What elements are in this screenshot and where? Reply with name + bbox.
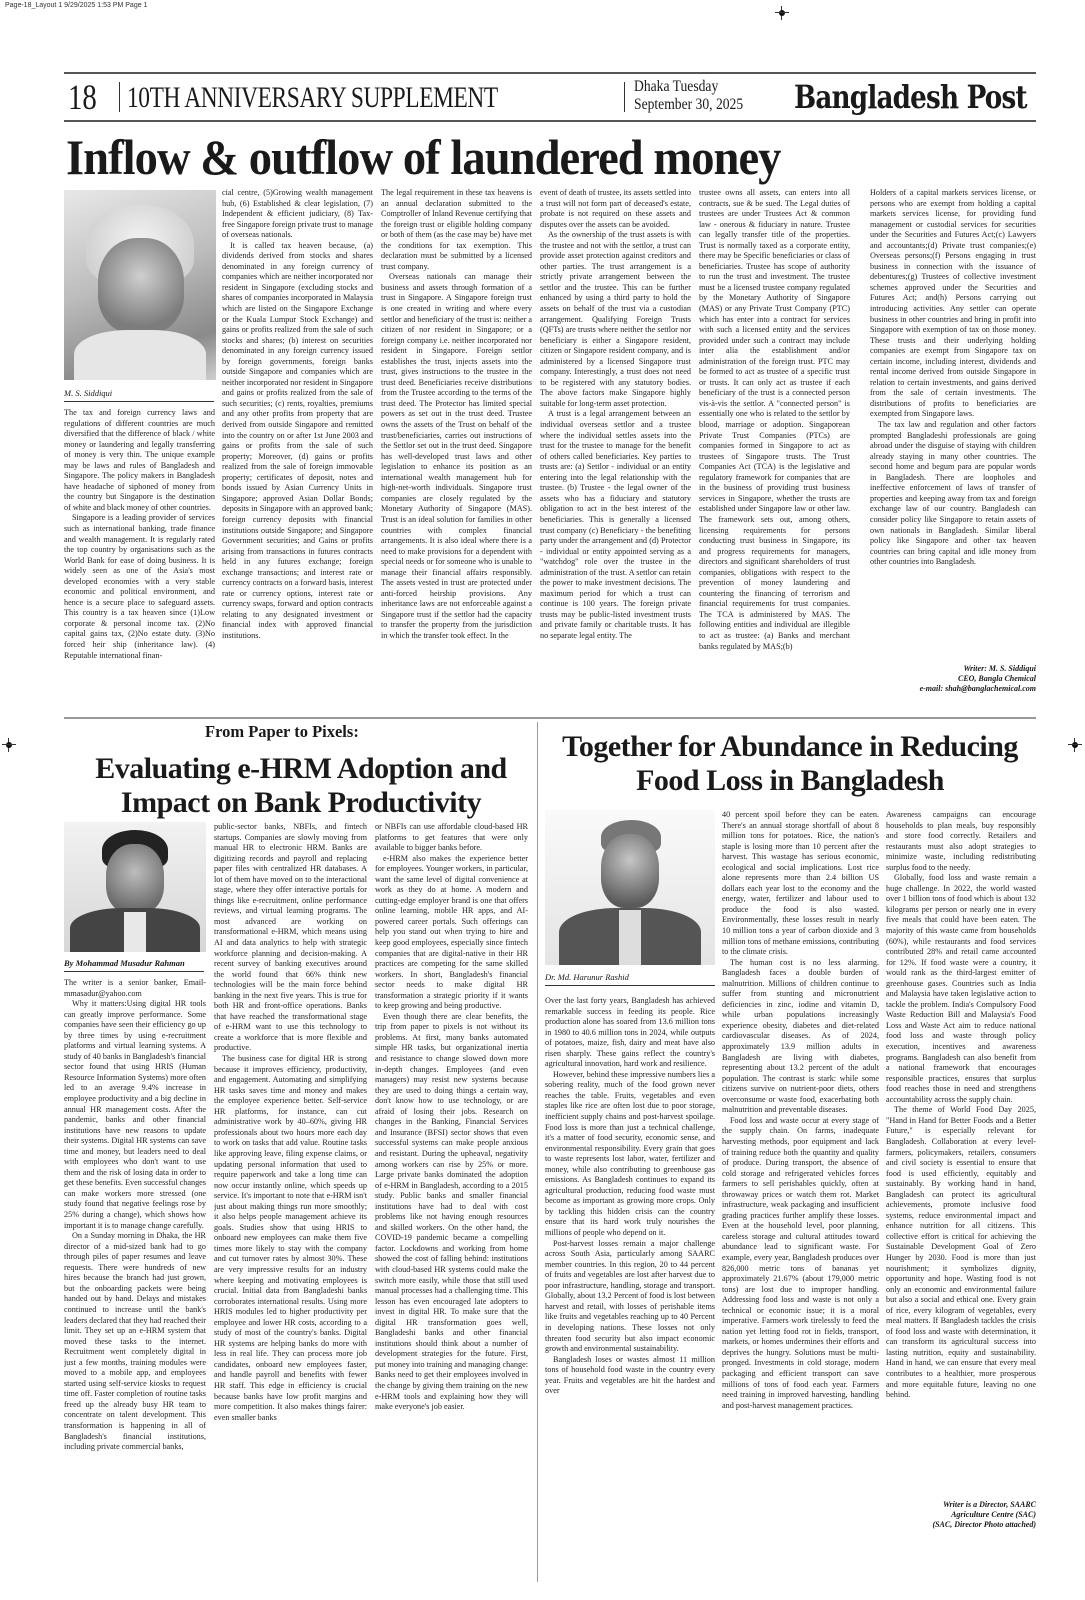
article-paragraph: Why it matters:Using digital HR tools can greatly improve performance. Some companies have seen their efficiency go up by three times by using e-recruitment platforms and virtual learning systems. A study of 40 banks in Bangladesh's financial sector found that using HRIS (Human Resource Information Systems) more often led to an average 9.4% increase in employee productivity and a big decline in annual HR management costs. After the pandemic, banks and other financial institutions have new reasons to update their systems. Digital HR systems can save time and money, but leaders need to deal with employees who don't want to use them and the risk of losing data in order to get these benefits. Even successful changes can make workers more stressed (one study found that negative feelings rose by 25% during a change), which shows how important it is to manage change carefully. <box>64 999 206 1230</box>
registration-mark-icon <box>1068 738 1082 752</box>
article-paragraph: Globally, food loss and waste remain a huge challenge. In 2022, the world wasted over 1 billion tons of food which is about 132 kilograms per person or nearly one in every five meals that could have been eaten. The majority of this waste came from households (60%), while restaurants and food services contributed 28% and retail came accounted for 12%. If food waste were a country, it would rank as the third-largest emitter of greenhouse gases. Countries such as India and Malaysia have taken legislative action to tackle the problem. India's Compulsory Food Waste Reduction Bill and Malaysia's Food Loss and Waste Act aim to reduce national food loss and waste through policy execution, incentives and awareness programs. Bangladesh can also benefit from a national framework that encourages responsible practices, ensures that surplus food reaches those in need and strengthens accountability across the supply chain. <box>886 873 1036 1104</box>
article1-column-5 <box>699 188 850 715</box>
article-paragraph: Post-harvest losses remain a major challenge across South Asia, particularly among SAARC member countries. In this region, 20 to 44 percent of fruits and vegetables are lost after harvest due to poor infrastructure, handling, storage and transport. Globally, about 13.2 Percent of food is lost between harvest and retail, with losses of perishable items like fruits and vegetables reaching up to 40 Percent in developing nations. These losses not only threaten food security but also impact economic growth and environmental sustainability. <box>545 1238 715 1354</box>
article3-column-3 <box>886 810 1036 1496</box>
article2-column-3 <box>375 822 528 1578</box>
article-paragraph: The human cost is no less alarming. Bangladesh faces a double burden of malnutrition. Millions of children continue to suffer from stunting and micronutrient deficiencies in zinc, iodine and vitamin D, while urban populations increasingly experience obesity, diabetes and diet-related cardiovascular diseases. As of 2024, approximately 13.9 million adults in Bangladesh are living with diabetes, representing about 13.2 percent of the adult population. The contrast is stark: while some citizens survive on nutrient-poor diets, others overconsume or waste food, exacerbating both malnutrition and preventable diseases. <box>722 957 879 1115</box>
article-text: Awareness campaigns can encourage households to plan meals, buy responsibly and store food correctly. Retailers and restaurants must also adopt strategies to minimize waste, including redistributing surplus food to the needy. <box>886 810 1036 872</box>
signature-line: (SAC, Director Photo attached) <box>932 1520 1036 1529</box>
publication-logo: Bangladesh Post <box>794 78 1027 116</box>
article-paragraph: It is called tax heaven because, (a) dividends derived from stocks and shares denominated in any foreign currency of companies which are neither incorporated nor resident in Singapore (excluding stocks and shares of companies incorporated in Malaysia which are listed on the Singapore Exchange or the Kuala Lumpur Stock Exchange) and gains or profits realized from the sale of such stocks and shares; (b) interest on securities denominated in any foreign currency issued by foreign governments, foreign banks outside Singapore and companies which are neither incorporated nor resident in Singapore and gains or profits realized from the sale of such securities; (c) rents, royalties, premiums and any other profits from property that are derived from outside Singapore and remitted into the country on or after 1st June 2003 and gains or profits from the sale of such property; Moreover, (d) gains or profits realized from the sale of foreign immovable property; certificates of deposit, notes and bonds issued by Asian Currency Units in Singapore; approved Asian Dollar Bonds; deposits in Singapore with an approved bank; foreign currency deposits with financial institutions outside Singapore; and Singapore Government securities; and Gains or profits arising from transactions in futures contracts held in any futures exchange; foreign exchange transactions; and interest rate or currency contracts on a forward basis, interest rate or currency options, interest rate or currency swaps, forward and option contracts relating to any designated investment or financial index with approved financial institutions. <box>222 240 373 640</box>
article-paragraph: As the ownership of the trust assets is with the trustee and not with the settlor, a trust can provide asset protection against creditors and other parties. The trust arrangement is a strictly private arrangement between the settlor and the trustee. This can be further enhanced by using a third party to hold the assets on behalf of the trust via a custodian arrangement. Qualifying Foreign Trusts (QFTs) are trusts where neither the settlor nor beneficiary is either a Singapore resident, citizen or Singapore resident company, and is administered by a licensed Singapore trust company. Interestingly, a trust does not need to be registered with any statutory bodies. The above factors make Singapore highly suitable for long-term asset protection. <box>540 230 691 408</box>
signature-line: e-mail: shah@banglachemical.com <box>919 684 1036 693</box>
print-slug: Page-18_Layout 1 9/29/2025 1:53 PM Page 1 <box>5 2 148 9</box>
article-text: Holders of a capital markets services license, or persons who are exempt from holding a capital markets services license, for providing fund management or custodial services for securities under the Securities and Futures Act;(c) Lawyers and accountants;(d) Private trust companies;(e) Overseas persons;(f) Persons engaging in trust business in connection with the issuance of debentures;(g) Trustees of collective investment schemes approved under the Securities and Futures Act; and(h) Persons carrying out introducing activities. Any settler can operate business in other countries and bring in profit into Singapore with exemption of tax on those money. These trusts and their underlying holding companies are exempt from Singapore tax on certain income, including interest, dividends and rental income derived from outside Singapore in relation to certain investments, and gains derived from the sale of certain investments. The distributions of profits to beneficiaries are exempted from Singapore laws. <box>870 188 1036 419</box>
article-paragraph: However, behind these impressive numbers lies a sobering reality, much of the food grown never reaches the table. Fruits, vegetables and even staples like rice are often lost due to poor storage, inefficient supply chains and post-harvest spoilage. Food loss is more than just a technical challenge, it's a matter of food security, economic sense, and environmental responsibility. Every grain that goes to waste represents lost labor, water, fertilizer and money, while also contributing to greenhouse gas emissions. As Bangladesh continues to expand its agricultural production, reducing food waste must become as important as growing more crops. Only by tackling this hidden crisis can the country ensure that its hard work truly nourishes the millions of people who depend on it. <box>545 1069 715 1238</box>
article-text: cial centre, (5)Growing wealth management hub, (6) Established & clear legislation, (7) Independent & efficient judiciary, (8) Tax-free Singapore foreign private trust to manage of overseas nationals. <box>222 188 373 240</box>
article-paragraph: Singapore is a leading provider of services such as international banking, trade finance and wealth management. It is regularly rated the top country by organisations such as the World Bank for ease of doing business. It is widely seen as one of the Asia's most developed economies with a very stable economic and political environment, and hence is a secure place to safeguard assets. This country is a tax heaven since (1)Low corporate & personal income tax. (2)No capital gains tax, (2)No estate duty. (3)No forced heir ship (inheritance law). (4) Reputable international finan- <box>64 513 215 660</box>
article3-column-2 <box>722 810 879 1586</box>
article-text: The writer is a senior banker, Email-mmasadur@yahoo.com <box>64 978 206 998</box>
article3-column-1 <box>545 996 715 1586</box>
article1-signature <box>870 664 1036 694</box>
article2-byline: By Mohammad Musadur Rahman <box>64 958 204 972</box>
article-text: or NBFIs can use affordable cloud-based HR platforms to get features that were only available to bigger banks before. <box>375 822 528 853</box>
article-paragraph: On a Sunday morning in Dhaka, the HR director of a mid-sized bank had to go through piles of paper resumes and leave requests. There were hundreds of new hires because the branch had just grown, but the onboarding packets were being handed out by hand. Delays and mistakes continued to increase until the bank's leaders declared that they had reached their limit. They set up an e-HRM system that moved these tasks to the internet. Recruitment went completely digital in just a few months, training modules were moved to a mobile app, and employees started using self-service kiosks to request time off. Faster completion of routine tasks freed up the already busy HR team to concentrate on talent development. This transformation is happening in all of Bangladesh's financial institutions, including private commercial banks, <box>64 1231 206 1452</box>
article1-column-3 <box>381 188 532 715</box>
registration-mark-icon <box>2 738 16 752</box>
article-paragraph: Bangladesh loses or wastes almost 11 million tons of household food waste in the country every year. Fruits and vegetables are hit the hardest and over <box>545 1354 715 1396</box>
article1-column-6 <box>870 188 1036 648</box>
article-paragraph: Overseas nationals can manage their business and assets through formation of a trust in Singapore. A Singapore foreign trust is one created in writing and where every settlor and beneficiary of the trust is: neither a citizen of nor resident in Singapore; or a foreign company i.e. neither incorporated nor resident in Singapore. Foreign settlor establishes the trust, injects assets into the trust, gives instructions to the trustee in the trust deed. Beneficiaries receive distributions from the Trustee according to the terms of the trust deed. The Protector has limited special powers as set out in the trust deed. Trustee owns the assets of the Trust on behalf of the trust/beneficiaries, carries out instructions of the Settlor set out in the trust deed. Singapore has well-developed trust laws and other legislation to enhance its position as an international wealth management hub for high-net-worth individuals. Singapore trust companies are closely regulated by the Monetary Authority of Singapore (MAS). Trust is an ideal solution for families in other countries with complex financial arrangements. It is also ideal where there is a need to make provisions for a dependent with special needs or for someone who is unable to manage their financial affairs responsibly. The assets vested in trust are protected under anti-forced heirship provisions. Any inheritance laws are not enforceable against a Singapore trust if the settlor had the capacity to transfer the property from the jurisdiction in which the transfer took effect. In the <box>381 272 532 640</box>
article1-headline: Inflow & outflow of laundered money <box>66 129 781 185</box>
article2-headline: Evaluating e-HRM Adoption and Impact on Bank Productivity <box>95 752 507 819</box>
article-paragraph: Even though there are clear benefits, the trip from paper to pixels is not without its problems. At first, many banks automated simple HR tasks, but organizational inertia and resistance to change slowed down more in-depth changes. Employees (and even managers) may resist new systems because they are used to doing things a certain way, don't know how to use technology, or are afraid of losing their jobs. Research on changes in the Banking, Financial Services and Insurance (BFSI) sector shows that even successful systems can make people anxious and resistant. During the upheaval, negativity among workers can rise by 25% or more. Large private banks dominated the adoption of e-HRM in Bangladesh, according to a 2015 study. Public banks and smaller financial institutions have had to deal with cost problems like not having enough resources and skilled workers. On the other hand, the COVID-19 pandemic became a compelling factor. Lockdowns and working from home showed the cost of falling behind: institutions with cloud-based HR systems could make the switch more easily, while those that still used manual processes had a challenging time. This lesson has even encouraged late adopters to invest in digital HR. To make sure that the digital HR transformation goes well, Bangladeshi banks and other financial institutions should think about a number of development strategies for the future. First, put money into training and managing change: Banks need to get their employees involved in the change by giving them training on the new e-HRM tools and explaining how they will make everyone's job easier. <box>375 1011 528 1412</box>
dateline <box>634 78 743 114</box>
article3-signature <box>880 1500 1036 1530</box>
article1-column-2 <box>222 188 373 715</box>
article-paragraph: Food loss and waste occur at every stage of the supply chain. On farms, inadequate harvesting methods, poor equipment and lack of training reduce both the quantity and quality of produce. During transport, the absence of cold storage and refrigerated vehicles forces farmers to sell perishables quickly, often at throwaway prices or watch them rot. Market infrastructure, weak packaging and insufficient grading practices further amplify these losses. Even at the household level, poor planning, careless storage and cultural attitudes toward abundance lead to significant waste. For example, every year, Bangladesh produces over 826,000 metric tons of bananas yet approximately 21.67% (about 179,000 metric tons) are lost due to improper handling. Addressing food loss and waste is not only a technical or economic issue; it is a moral imperative. Farmers work tirelessly to feed the nation yet letting food rot in fields, transport, markets, or homes undermines their efforts and deprives the hungry. Solutions must be multi-pronged. Investments in cold storage, modern packaging and efficient transport can save millions of tons of food each year. Farmers need training in improved harvesting, handling and post-harvest management practices. <box>722 1115 879 1410</box>
author-photo-rahman <box>64 822 206 952</box>
article3-headline: Together for Abundance in Reducing Food Loss in Bangladesh <box>562 730 1018 797</box>
article-paragraph: The theme of World Food Day 2025, "Hand in Hand for Better Foods and a Better Future," is especially relevant for Bangladesh. Collaboration at every level-farmers, policymakers, retailers, consumers and civil society is essential to ensure that food is used efficiently, equitably and sustainably. By working hand in hand, Bangladesh can protect its agricultural achievements, promote inclusive food systems, reduce environmental impact and enhance nutrition for all citizens. This collective effort is critical for achieving the Sustainable Development Goal of Zero Hunger by 2030. Food is more than just nourishment; it symbolizes dignity, opportunity and hope. Wasting food is not only an economic and environmental failure but also a social and ethical one. Every grain of rice, every kilogram of vegetables, every meal matters. If Bangladesh tackles the crisis of food loss and waste with determination, it can transform its agricultural success into lasting nutrition, equity and sustainability. Hand in hand, we can ensure that every meal contributes to a healthier, more prosperous and more equitable future, leaving no one behind. <box>886 1105 1036 1400</box>
section-divider <box>64 717 1036 719</box>
article-text: event of death of trustee, its assets settled into a trust will not form part of deceased's estate, probate is not required on these assets and disputes over the assets can be avoided. <box>540 188 691 229</box>
page-number: 18 <box>68 77 97 117</box>
article1-column-1 <box>64 408 215 713</box>
article2-column-2 <box>214 822 367 1578</box>
article2-column-1 <box>64 978 206 1578</box>
author-photo-siddiqui <box>64 190 216 380</box>
article-text: The legal requirement in these tax heavens is an annual declaration submitted to the Comptroller of Inland Revenue certifying that the foreign trust or eligible holding company or both of them (as the case may be) have met the conditions for tax exemption. This declaration must be submitted by a licensed trust company. <box>381 188 532 271</box>
signature-line: Agriculture Centre (SAC) <box>951 1510 1036 1519</box>
article1-byline: M. S. Siddiqui <box>64 388 214 402</box>
registration-mark-icon <box>775 6 789 20</box>
article2-kicker: From Paper to Pixels: <box>205 722 359 741</box>
masthead <box>64 72 1036 122</box>
dateline-date: September 30, 2025 <box>634 96 744 113</box>
signature-line: Writer is a Director, SAARC <box>943 1500 1036 1509</box>
article-text: 40 percent spoil before they can be eaten. There's an annual storage shortfall of about 8 million tons for potatoes. Rice, the nation's staple is losing more than 10 percent after the harvest. This wastage has serious economic, ecological and social implications. Lost rice alone represents more than 2.4 billion US dollars each year lost to the economy and the energy, water, fertilizer and labour used to produce the food is also wasted. Environmentally, these losses result in nearly 10 million tons a year of carbon dioxide and 3 million tons of methane emissions, contributing to the climate crisis. <box>722 810 879 957</box>
signature-line: CEO, Bangla Chemical <box>957 674 1036 683</box>
article3-byline: Dr. Md. Harunur Rashid <box>545 972 715 986</box>
divider <box>119 82 120 112</box>
section-title: 10TH ANNIVERSARY SUPPLEMENT <box>127 81 498 114</box>
article-text: trustee owns all assets, can enters into all contracts, sue & be sued. The Legal duties of trustees are under Trustees Act & common law - onerous & fiduciary in nature. Trustee can legally transfer title of the properties. Trust is normally taxed as a corporate entity, there may be Specific beneficiaries or class of beneficiaries. Trustee has scope of authority to run the trust and investment. The trustee must be a licensed trustee company regulated by the Monetary Authority of Singapore (MAS) or any Private Trust Company (PTC) which has enter into a contract for services with such a licensed entity and the services provided under such a contract may include inter alia the establishment and/or administration of the foreign trust. PTC may be formed to act as trustee of a specific trust or trusts. It can only act as trustee if each beneficiary of the trust is a connected person vis-à-vis the settlor. A "connected person" is essentially one who is related to the settlor by blood, marriage or adoption. Singaporean Private Trust Companies (PTCs) are companies formed in Singapore to act as trustees of Singapore trusts. The Trust Companies Act (TCA) is the legislative and regulatory framework for companies that are in the business of providing trust business services in Singapore, whether the trusts are established under Singapore law or other law. The framework sets out, among others, licensing requirements for persons conducting trust business in Singapore, its and progress requirements for managers, directors and significant shareholders of trust companies, obligations with respect to the prevention of money laundering and countering the financing of terrorism and financial requirements for trust companies. The TCA is administered by MAS. The following entities and individual are illegible to act as trustee: (a) Banks and merchant banks regulated by MAS;(b) <box>699 188 850 651</box>
article-paragraph: e-HRM also makes the experience better for employees. Younger workers, in particular, want the same level of digital convenience at work as they do at home. A modern and cutting-edge employer brand is one that offers online learning, mobile HR apps, and AI-powered career portals. Such offerings can help you stand out when trying to hire and keep good employees, especially since fintech companies that are digital-native in their HR practices are competing for the same skilled workers. In short, Bangladesh's financial sector needs to make digital HR transformation a strategic priority if it wants to keep growing and being productive. <box>375 853 528 1011</box>
article1-column-4 <box>540 188 691 715</box>
article-text: public-sector banks, NBFIs, and fintech startups. Companies are slowly moving from manual HR to electronic HRM. Banks are digitizing records and payroll and replacing paper files with centralized HR databases. A lot of them have moved on to the interactional stage, where they offer interactive portals for things like e-recruitment, online performance reviews, and virtual learning programs. The most advanced are working on transformational e-HRM, which means using AI and data analytics to help with strategic workforce planning and decision-making. A recent survey of banking executives around the world found that 66% think new technologies will be the main force behind banking in the next five years. This is true for both HR and front-office operations. Banks that have reached the transformational stage of e-HRM want to use this technology to create a workforce that is more flexible and productive. <box>214 822 367 1053</box>
article-paragraph: The business case for digital HR is strong because it improves efficiency, productivity, and engagement. Automating and simplifying HR tasks saves time and money and makes the employee experience better. Self-service HR platforms, for instance, can cut administrative work by 40–60%, giving HR professionals about two hours more each day to work on tasks that add value. Routine tasks like approving leave, filing expense claims, or updating personal information that used to require paperwork and take a long time can now occur instantly online, which speeds up service. It's important to note that e-HRM isn't just about making things run more smoothly; it also helps people management achieve its goals. Studies show that using HRIS to onboard new employees can make them five times more likely to stay with the company and cut turnover rates by almost 30%. These are very impressive results for an industry where keeping and motivating employees is crucial. Initial data from Bangladeshi banks corroborates international results. Using more HRIS modules led to higher productivity per employee and lower HR costs, according to a study of most of the country's banks. Digital HR systems are helping banks do more with less in real life. They can process more job candidates, onboard new employees faster, and handle payroll and benefits with fewer HR staff. This edge in efficiency is crucial because banks have low profit margins and more competition. It also makes things fairer: even smaller banks <box>214 1054 367 1422</box>
column-rule <box>537 722 538 1582</box>
article-paragraph: The tax law and regulation and other factors prompted Bangladeshi professionals are going abroad under the disguise of staying with children already staying in many other countries. The second home and begum para are popular words in Bangladesh. There are loopholes and ineffective enforcement of laws of transfer of properties and keeping away from tax and foreign exchange law of our country. Bangladesh can consider policy like Singapore to retain assets of own nationals in Bangladesh. Similar liberal policy like Singapore and other tax heaven countries can bring capital and idle money from other countries into Bangladesh. <box>870 420 1036 567</box>
author-photo-rashid <box>545 810 715 965</box>
dateline-city-day: Dhaka Tuesday <box>634 78 719 95</box>
divider <box>624 82 625 112</box>
article-text: Over the last forty years, Bangladesh has achieved remarkable success in feeding its people. Rice production alone has soared from 13.6 million tons in 1980 to 40.6 million tons in 2024, while outputs of potatoes, maize, fish, dairy and meat have also risen sharply. These gains reflect the country's agricultural innovation, hard work and resilience. <box>545 996 715 1069</box>
signature-line: Writer: M. S. Siddiqui <box>963 664 1036 673</box>
article-paragraph: A trust is a legal arrangement between an individual overseas settlor and a trustee where the individual settles assets into the trust for the trustee to manage for the benefit of others called beneficiaries. Key parties to trusts are: (a) Settlor - individual or an entity entering into the legal relationship with the trustee. (b) Trustee - the legal owner of the assets who has a fiduciary and statutory obligation to act in the best interest of the beneficiaries. This is generally a licensed trust company (c) Beneficiary - the benefiting party under the arrangement and (d) Protector - individual or entity appointed serving as a "watchdog" role over the trustee in the administration of the trust. A settlor can retain the power to make investment decisions. The maximum period for which a trust can continue is 100 years. The foreign private trusts may be public-listed investment trusts and private family or charitable trusts. It has no separate legal entity. The <box>540 409 691 640</box>
article-text: The tax and foreign currency laws and regulations of different countries are much diversified that the difference of black / white money or laundering and legally transferring of money is very thin. The unique example may be laws and rules of Bangladesh and Singapore. The policy makers in Bangladesh have headache of siphoned of money from the country but Singapore is the destination of white and black money of other countries. <box>64 408 215 512</box>
